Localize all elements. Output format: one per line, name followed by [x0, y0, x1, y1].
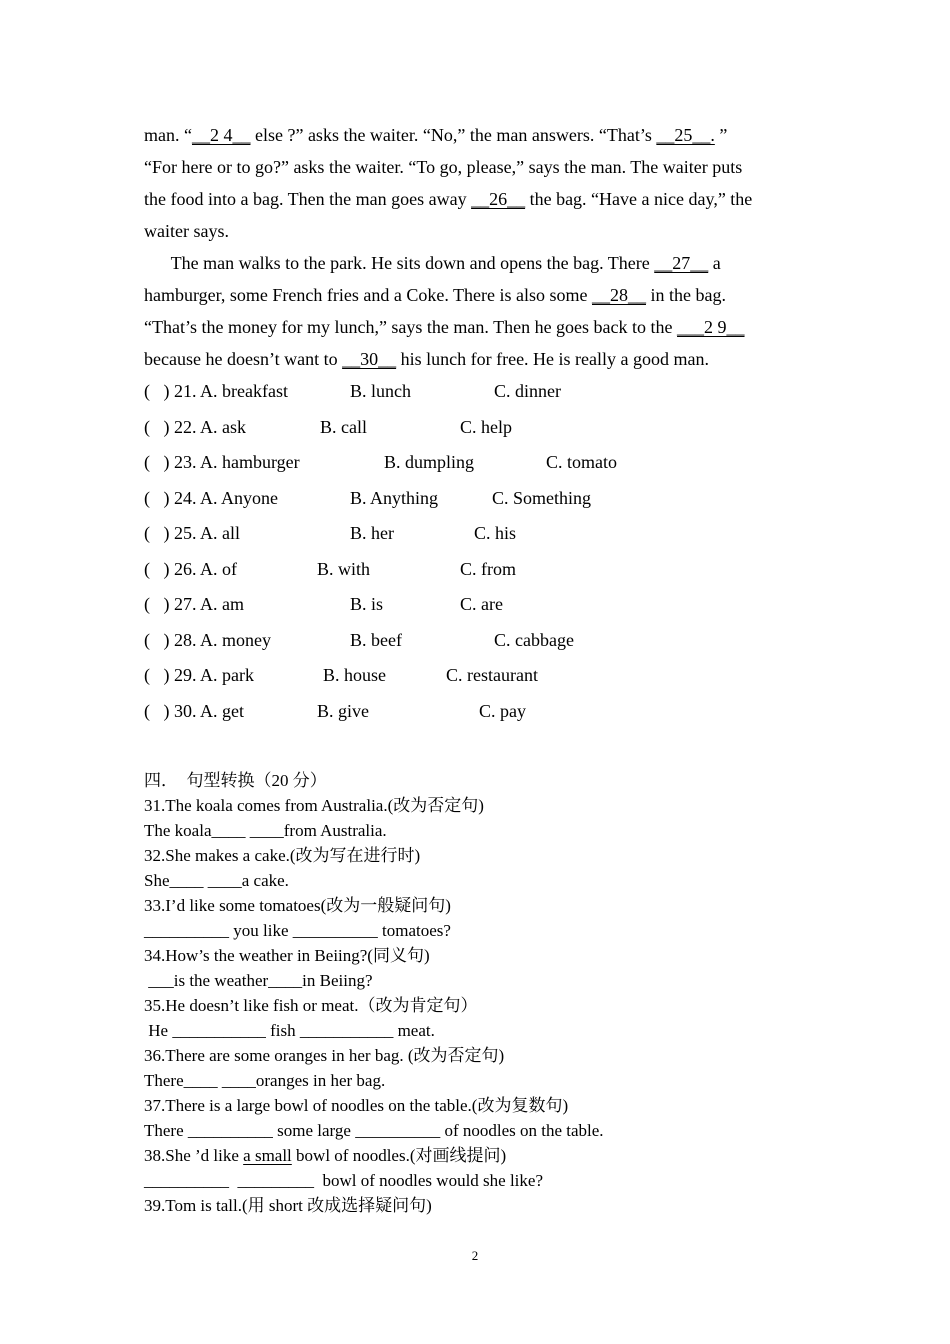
question-stem: ( ) 28. A. money	[144, 629, 271, 650]
section-title: 四． 句型转换（20 分）	[144, 771, 327, 790]
option-c: C. restaurant	[446, 665, 538, 685]
blank-24: __2 4__	[191, 125, 251, 145]
option-c: C. are	[460, 594, 503, 614]
blank-25: __25__.	[656, 125, 715, 145]
option-b: B. house	[323, 665, 386, 685]
question-32: 32.She makes a cake.(改为写在进行时)	[144, 846, 421, 865]
question-23	[144, 445, 814, 481]
option-b: B. with	[317, 558, 371, 579]
question-27	[144, 587, 814, 623]
option-c: C. help	[460, 416, 512, 437]
answer-line-36: There____ ____oranges in her bag.	[144, 1071, 386, 1090]
question-37: 37.There is a large bowl of noodles on the table.(改为复数句)	[144, 1096, 569, 1115]
answer-line-34: ___is the weather____in Beiing?	[144, 971, 373, 990]
blank-26: __26__	[471, 189, 526, 209]
question-stem: ( ) 27. A. am	[144, 594, 244, 614]
passage-line: because he doesn’t want to __30__ his lunch for free. He is really a good man.	[144, 349, 710, 369]
option-c: C. pay	[479, 700, 526, 721]
option-b: B. is	[350, 594, 384, 614]
question-stem: ( ) 22. A. ask	[144, 416, 246, 437]
answer-line-35: He ___________ fish ___________ meat.	[144, 1021, 435, 1040]
blank-30: __30__	[342, 349, 397, 369]
question-stem: ( ) 21. A. breakfast	[144, 381, 288, 401]
question-21	[144, 374, 814, 410]
blank-27: __27__	[654, 253, 709, 273]
question-29	[144, 658, 814, 694]
underlined-phrase: a small	[243, 1146, 292, 1165]
answer-line-37: There __________ some large __________ of noodles on the table.	[144, 1121, 604, 1140]
option-b: B. call	[320, 416, 367, 437]
question-stem: ( ) 26. A. of	[144, 558, 237, 579]
sentence-transformation-section	[144, 768, 824, 1218]
passage-line: man. “__2 4__ else ?” asks the waiter. “No,” the man answers. “That’s __25__. ”	[144, 125, 728, 145]
question-26	[144, 552, 814, 588]
answer-line-32: She____ ____a cake.	[144, 871, 289, 890]
passage-line: “That’s the money for my lunch,” says the man. Then he goes back to the ___2 9__	[144, 317, 745, 337]
blank-28: __28__	[592, 285, 646, 305]
question-38: 38.She ’d like a small bowl of noodles.(对画线提问)	[144, 1146, 507, 1165]
question-34: 34.How’s the weather in Beiing?(同义句)	[144, 946, 430, 965]
question-35: 35.He doesn’t like fish or meat.（改为肯定句）	[144, 996, 478, 1015]
answer-line-38: __________ _________ bowl of noodles would she like?	[144, 1171, 543, 1190]
option-b: B. beef	[350, 629, 402, 650]
question-22	[144, 410, 814, 446]
question-25	[144, 516, 814, 552]
cloze-passage	[144, 119, 814, 375]
passage-line: “For here or to go?” asks the waiter. “To go, please,” says the man. The waiter puts	[144, 157, 743, 177]
option-b: B. give	[317, 700, 369, 721]
question-stem: ( ) 29. A. park	[144, 665, 254, 685]
blank-29: ___2 9__	[677, 317, 745, 337]
passage-line: the food into a bag. Then the man goes away __26__ the bag. “Have a nice day,” the	[144, 189, 753, 209]
option-b: B. dumpling	[384, 452, 475, 472]
option-b: B. lunch	[350, 381, 411, 401]
answer-line-31: The koala____ ____from Australia.	[144, 821, 387, 840]
question-39: 39.Tom is tall.(用 short 改成选择疑问句)	[144, 1196, 432, 1215]
passage-line: The man walks to the park. He sits down and opens the bag. There __27__ a	[144, 253, 721, 273]
passage-line: waiter says.	[144, 221, 229, 241]
question-24	[144, 481, 814, 517]
question-30	[144, 694, 814, 730]
answer-line-33: __________ you like __________ tomatoes?	[144, 921, 451, 940]
question-stem: ( ) 30. A. get	[144, 700, 244, 721]
option-b: B. her	[350, 523, 394, 543]
question-stem: ( ) 25. A. all	[144, 523, 240, 543]
question-stem: ( ) 23. A. hamburger	[144, 452, 300, 472]
question-33: 33.I’d like some tomatoes(改为一般疑问句)	[144, 896, 451, 915]
option-c: C. dinner	[494, 381, 561, 401]
question-36: 36.There are some oranges in her bag. (改为否定句)	[144, 1046, 505, 1065]
option-c: C. tomato	[546, 452, 617, 472]
question-28	[144, 623, 814, 659]
option-c: C. from	[460, 558, 516, 579]
option-c: C. Something	[492, 487, 592, 508]
passage-line: hamburger, some French fries and a Coke. There is also some __28__ in the bag.	[144, 285, 726, 305]
option-c: C. his	[474, 523, 517, 543]
question-stem: ( ) 24. A. Anyone	[144, 487, 278, 508]
question-31: 31.The koala comes from Australia.(改为否定句)	[144, 796, 484, 815]
multiple-choice-list	[144, 374, 814, 729]
option-b: B. Anything	[350, 487, 439, 508]
option-c: C. cabbage	[494, 629, 574, 650]
page-number: 2	[471, 1248, 479, 1263]
